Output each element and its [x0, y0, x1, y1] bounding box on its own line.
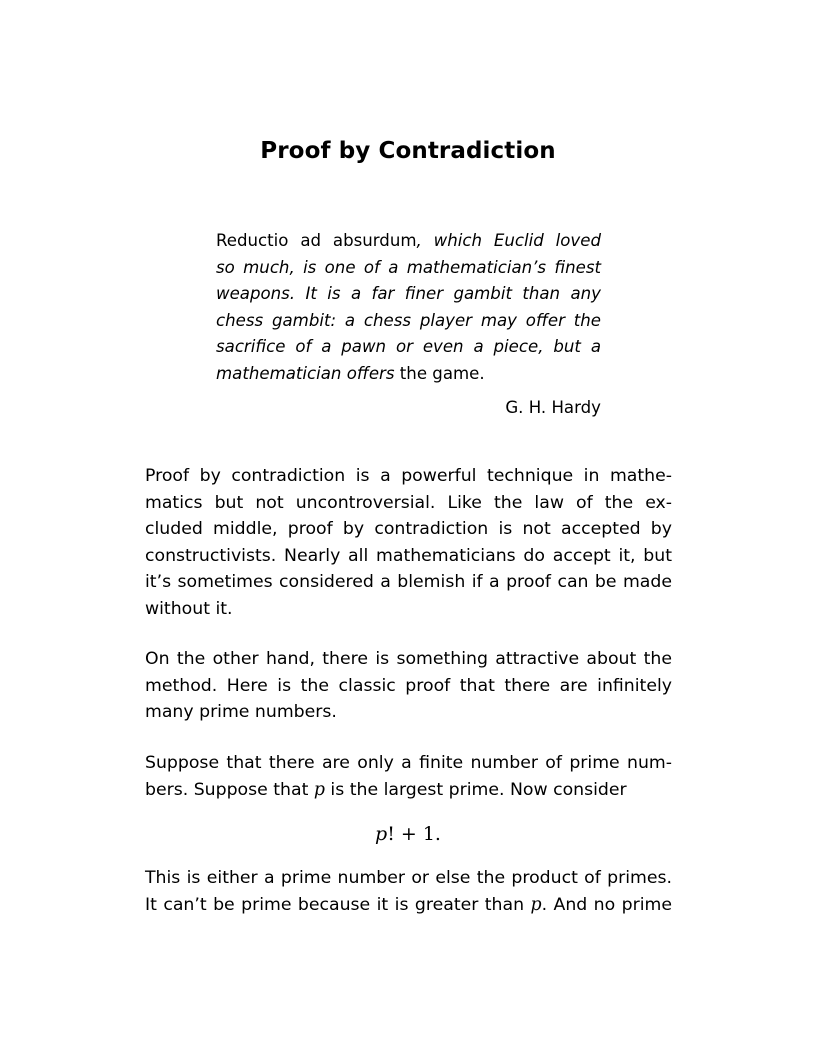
- text-line: method. Here is the classic proof that there are infinitely: [145, 675, 672, 696]
- epigraph-line: sacrifice of a pawn or even a piece, but a: [216, 337, 601, 356]
- epigraph-line: chess gambit: a chess player may offer the: [216, 310, 601, 330]
- text-line: matics but not uncontroversial. Like the law of the ex-: [145, 492, 672, 513]
- text-line: it’s sometimes considered a blemish if a proof can be made: [145, 572, 672, 592]
- display-equation: p! + 1.: [375, 823, 441, 845]
- text-line: It can’t be prime because it is greater than p. And no prime: [145, 894, 672, 915]
- text-line: bers. Suppose that p is the largest prime. Now consider: [145, 779, 627, 800]
- text-line: Suppose that there are only a finite number of prime num-: [145, 753, 672, 773]
- text-line: Proof by contradiction is a powerful technique in mathe-: [145, 466, 672, 486]
- text-line: This is either a prime number or else the product of primes.: [145, 868, 672, 888]
- text-line: constructivists. Nearly all mathematicians do accept it, but: [145, 545, 672, 566]
- math-variable: p: [530, 894, 542, 915]
- text-line: On the other hand, there is something attractive about the: [145, 649, 672, 669]
- epigraph-line: so much, is one of a mathematician’s finest: [216, 257, 601, 277]
- page-title: Proof by Contradiction: [260, 138, 556, 164]
- math-variable: p: [313, 779, 325, 800]
- epigraph-line: weapons. It is a far finer gambit than any: [216, 284, 601, 303]
- epigraph-attribution: G. H. Hardy: [505, 398, 601, 417]
- epigraph-line: mathematician offers the game.: [216, 363, 485, 383]
- text-line: many prime numbers.: [145, 702, 337, 722]
- epigraph-line: Reductio ad absurdum, which Euclid loved: [216, 231, 601, 250]
- text-line: cluded middle, proof by contradiction is not accepted by: [145, 519, 672, 539]
- text-line: without it.: [145, 598, 233, 619]
